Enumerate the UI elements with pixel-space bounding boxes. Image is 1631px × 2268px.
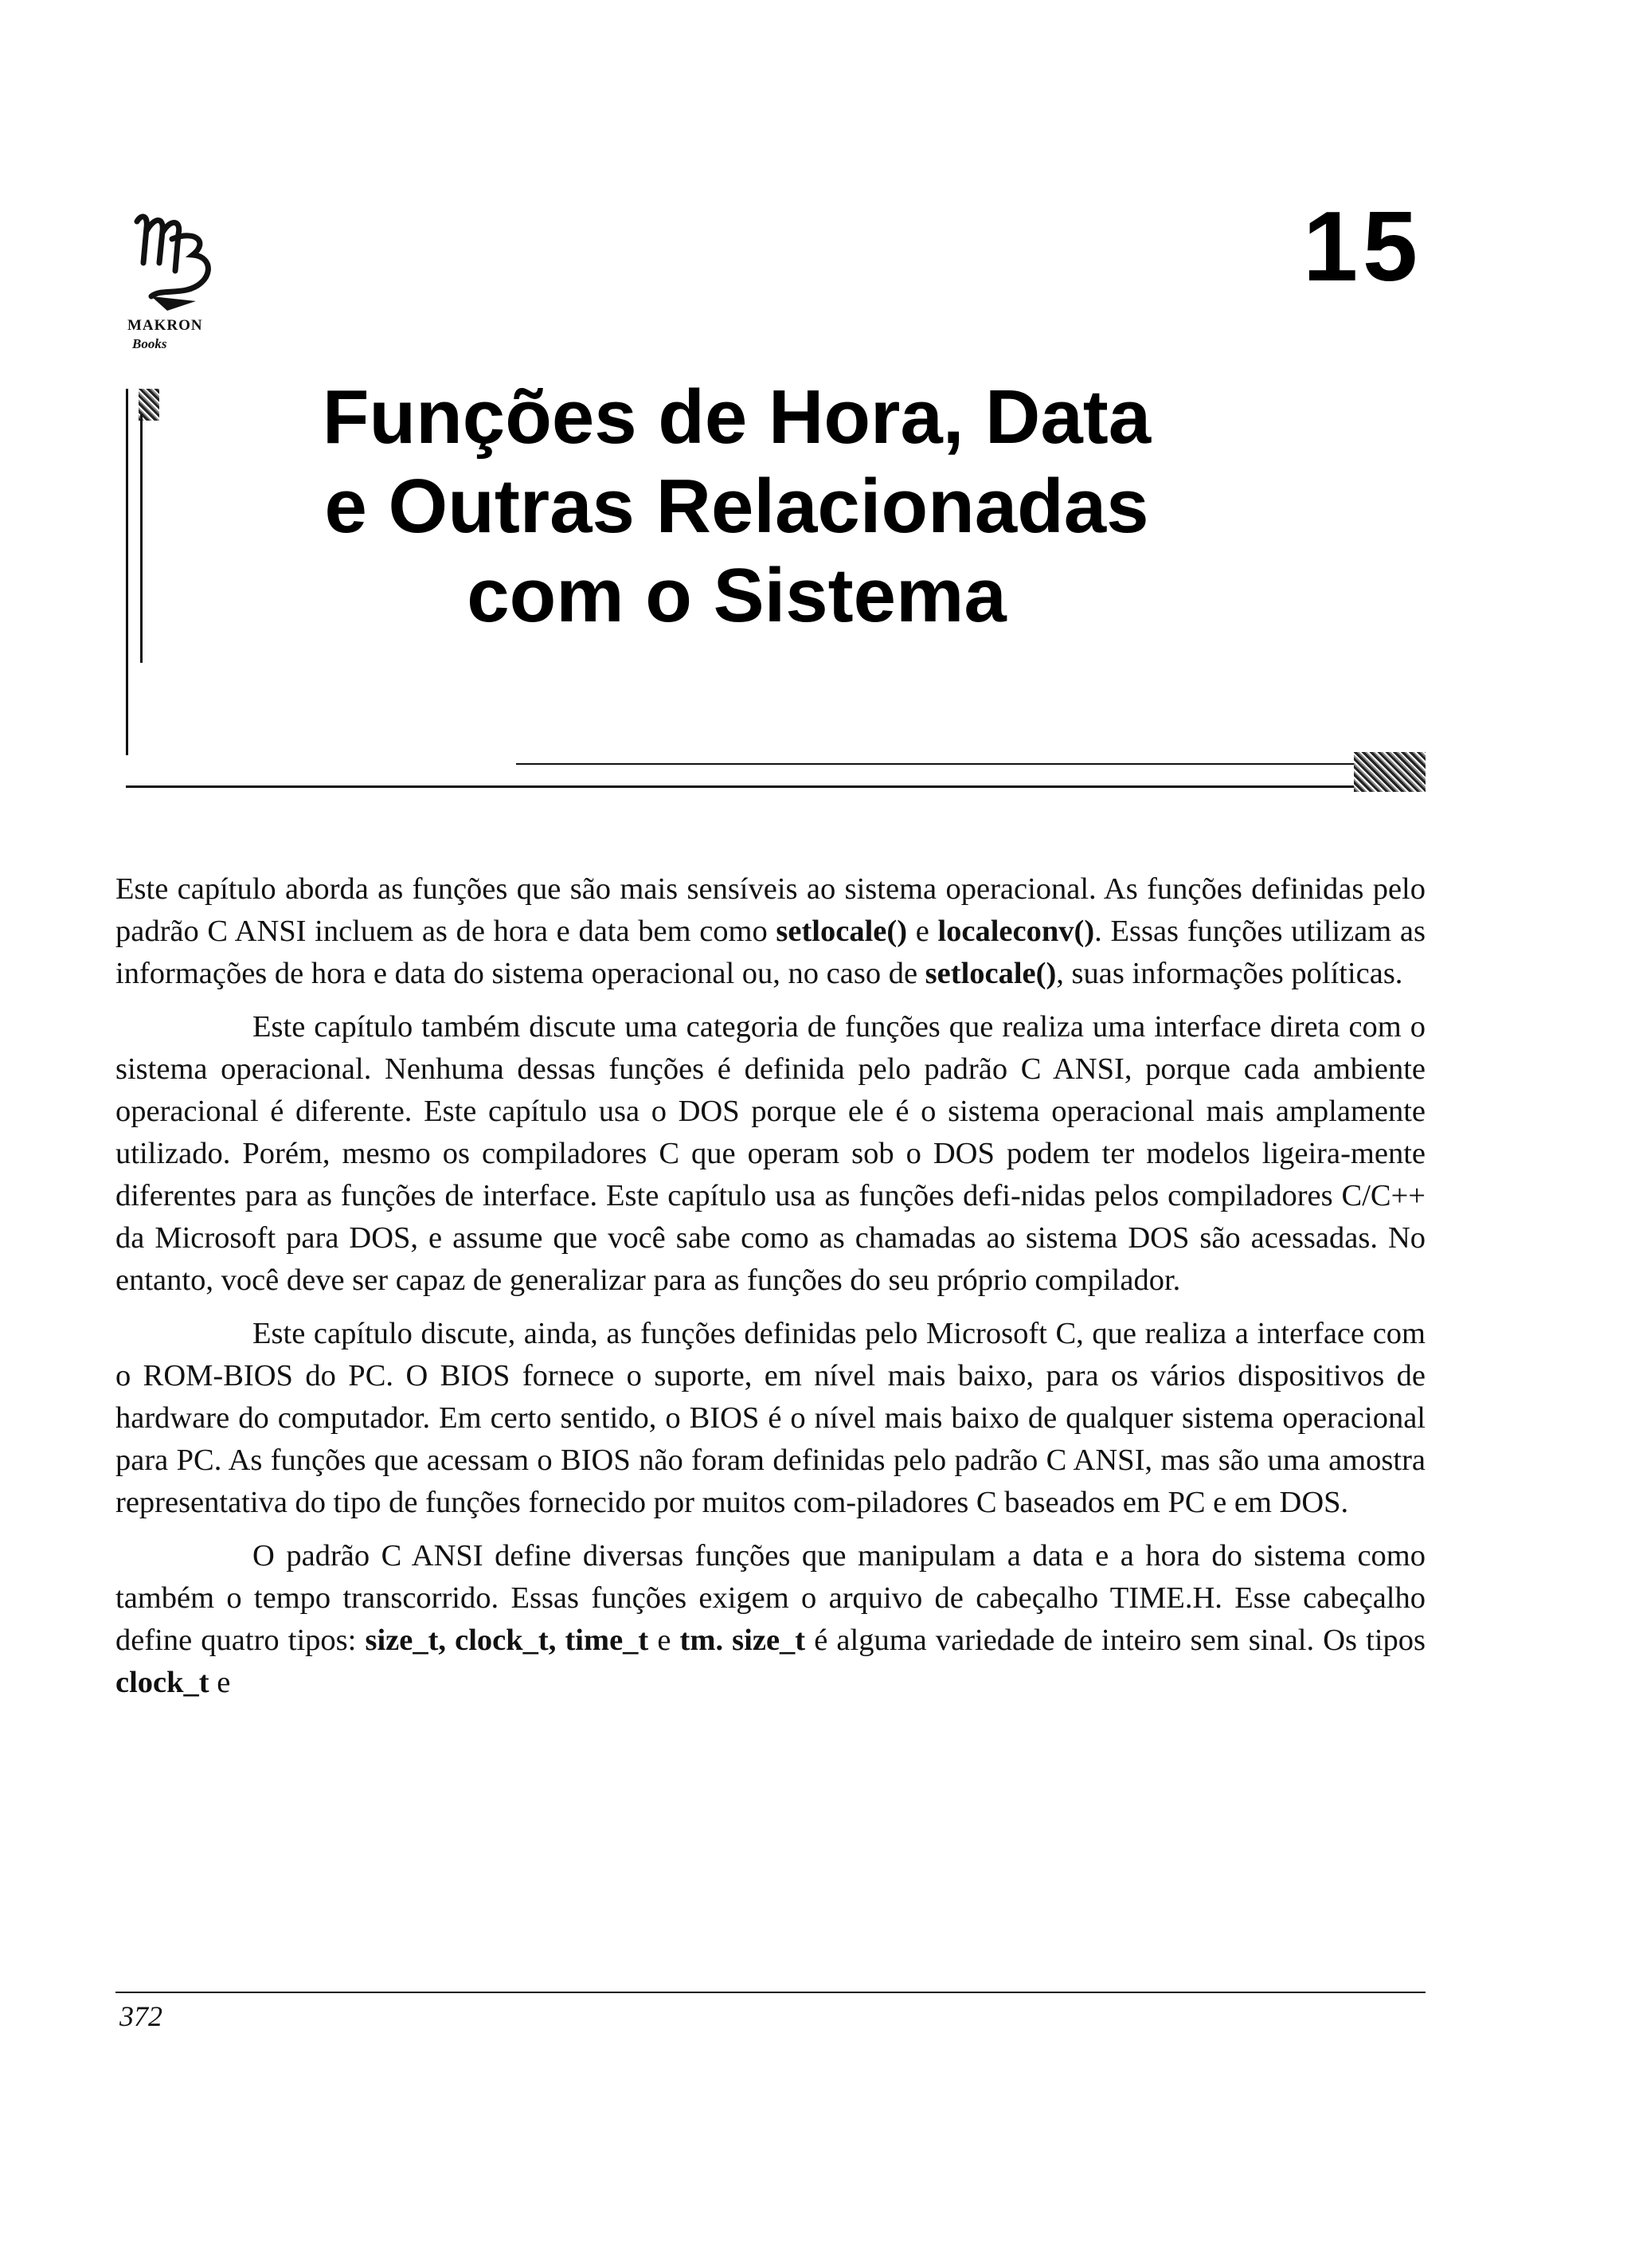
- chapter-title: [239, 373, 1234, 640]
- paragraph-1-code-3: setlocale(): [925, 957, 1057, 990]
- paragraph-4-text-2: e: [648, 1624, 680, 1657]
- frame-vertical-line-inner: [140, 414, 143, 663]
- publisher-subtitle: Books: [132, 336, 167, 351]
- chapter-title-line-2: e Outras Relacionadas: [324, 464, 1149, 549]
- paragraph-4-text-1: O padrão C ANSI define diversas funções que manipulam a data e a hora do sistema como também o tempo transcorrido. Essas funções exigem o arquivo de cabeçalho TIME.H. Esse cabeçalho define quatro tipos:: [115, 1539, 1426, 1657]
- chapter-title-line-1: Funções de Hora, Data: [322, 374, 1152, 460]
- paragraph-2: Este capítulo também discute uma categoria de funções que realiza uma interface direta com o sistema operacional. Nenhuma dessas funções é definida pelo padrão C ANSI, porque cada ambiente operacional é diferente. Este capítulo usa o DOS porque ele é o sistema operacional mais amplamente utilizado. Porém, mesmo os compiladores C que operam sob o DOS podem ter modelos ligeira-mente diferentes para as funções de interface. Este capítulo usa as funções defi-nidas pelos compiladores C/C++ da Microsoft para DOS, e assume que você sabe como as chamadas ao sistema DOS são acessadas. No entanto, você deve ser capaz de generalizar para as funções do seu próprio compilador.: [115, 1010, 1426, 1297]
- paragraph-4-code-2: tm. size_t: [679, 1624, 806, 1657]
- paragraph-1-text-4: , suas informações políticas.: [1056, 957, 1403, 990]
- paragraph-4-code-3: clock_t: [115, 1666, 209, 1699]
- publisher-logo: [119, 207, 231, 366]
- chapter-title-line-3: com o Sistema: [467, 553, 1007, 638]
- page-number: 372: [119, 2000, 162, 2032]
- chapter-number: 15: [1303, 192, 1422, 302]
- paragraph-4-text-3: é alguma variedade de inteiro sem sinal. Os tipos: [805, 1624, 1426, 1657]
- footer-rule: [115, 1992, 1426, 1993]
- frame-horizontal-line-upper: [516, 763, 1424, 765]
- publisher-name: MAKRON: [127, 317, 203, 334]
- paragraph-1-code-1: setlocale(): [776, 915, 908, 948]
- paragraph-4: [115, 1535, 1426, 1704]
- paragraph-1-text-3: . Essas funções utilizam as informações de hora e data do sistema operacional ou, no caso de: [115, 915, 1426, 990]
- paragraph-1-text-1: Este capítulo aborda as funções que são mais sensíveis ao sistema operacional. As funções definidas pelo padrão C ANSI incluem as de hora e data bem como: [115, 872, 1426, 948]
- paragraph-1-code-2: localeconv(): [937, 915, 1095, 948]
- paragraph-4-text-4: e: [209, 1666, 231, 1699]
- frame-corner-texture-bottom: [1354, 752, 1426, 792]
- paragraph-4-code-1: size_t, clock_t, time_t: [365, 1624, 649, 1657]
- paragraph-1-text-2: e: [907, 915, 938, 948]
- body-text: [115, 868, 1426, 1715]
- frame-horizontal-line-lower: [126, 785, 1424, 788]
- frame-vertical-line-outer: [126, 389, 128, 755]
- mb-monogram-icon: [119, 207, 231, 319]
- paragraph-3: Este capítulo discute, ainda, as funções definidas pelo Microsoft C, que realiza a interface com o ROM-BIOS do PC. O BIOS fornece o suporte, em nível mais baixo, para os vários dispositivos de hardware do computador. Em certo sentido, o BIOS é o nível mais baixo de qualquer sistema operacional para PC. As funções que acessam o BIOS não foram definidas pelo padrão C ANSI, mas são uma amostra representativa do tipo de funções fornecido por muitos com-piladores C baseados em PC e em DOS.: [115, 1317, 1426, 1519]
- paragraph-1: [115, 868, 1426, 995]
